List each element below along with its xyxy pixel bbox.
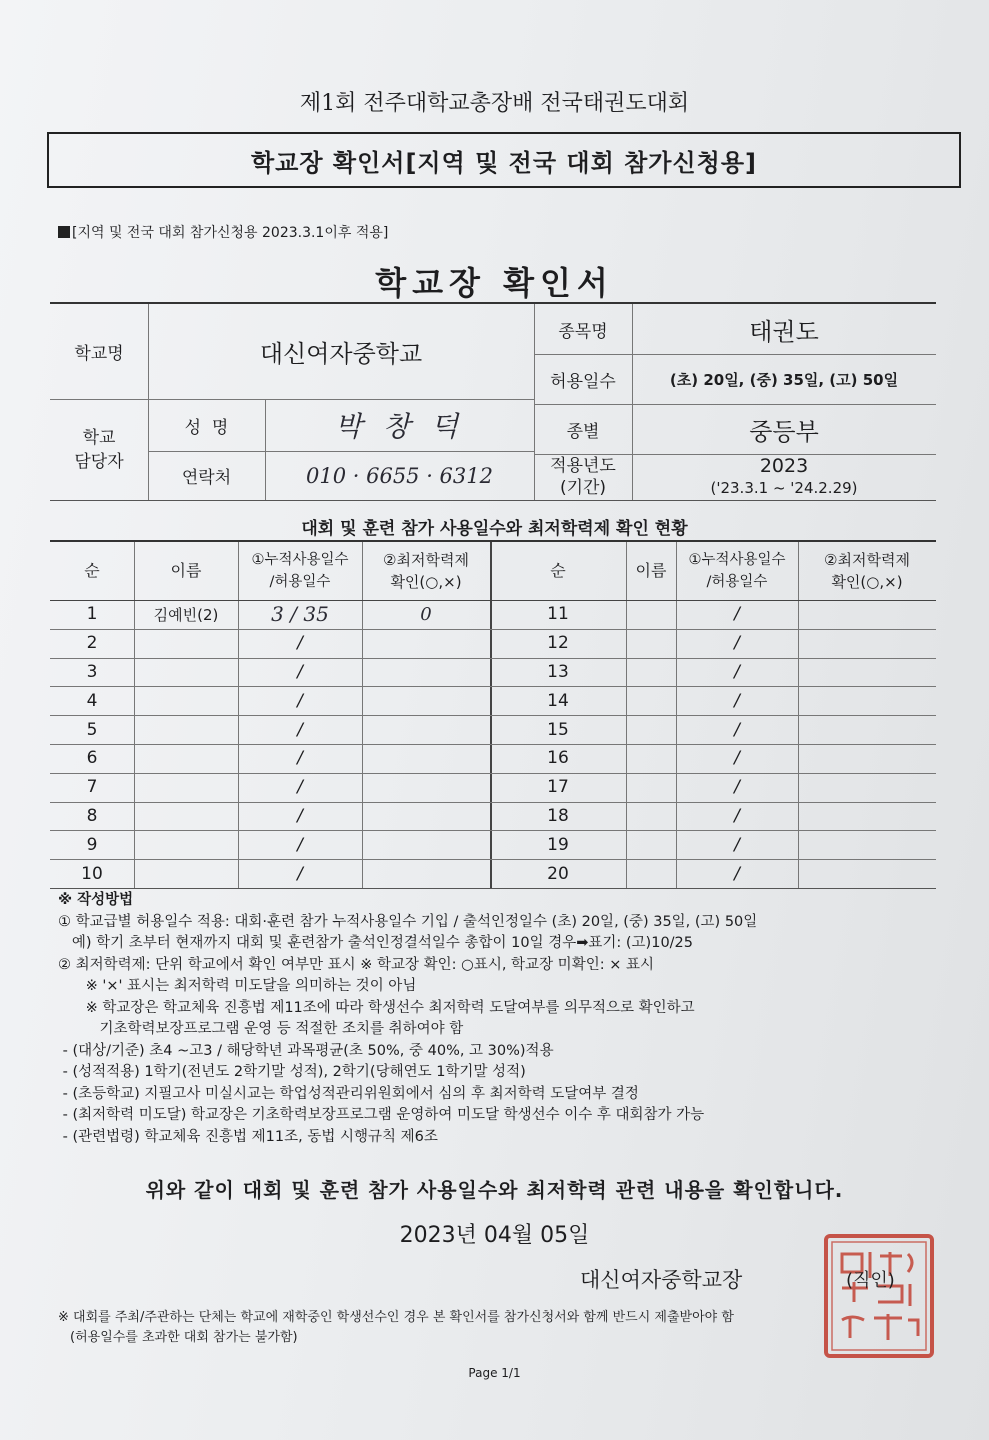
row-check	[362, 802, 490, 831]
row-name	[626, 658, 676, 687]
confirm-statement: 위와 같이 대회 및 훈련 참가 사용일수와 최저학력 관련 내용을 확인합니다.	[145, 1178, 844, 1202]
row-number: 6	[86, 748, 98, 769]
year-label-line2: (기간)	[559, 478, 607, 498]
row-number: 20	[547, 863, 569, 884]
row-check	[362, 715, 490, 744]
row-name	[134, 859, 238, 888]
header-no-left: 순	[84, 561, 100, 580]
row-number: 7	[86, 777, 98, 798]
row-check	[798, 830, 936, 859]
instruction-line: - (초등학교) 지필고사 미실시교는 학업성적관리위원회에서 심의 후 최저학력 도달여부 결정	[58, 1085, 639, 1102]
row-name	[626, 686, 676, 715]
row-check	[362, 773, 490, 802]
seal-note: (직인)	[846, 1270, 895, 1291]
row-days: /	[297, 863, 303, 884]
row-check	[362, 830, 490, 859]
row-check	[798, 686, 936, 715]
applies-note	[58, 222, 388, 242]
row-check	[798, 629, 936, 658]
event-title: 제1회 전주대학교총장배 전국태권도대회	[299, 91, 690, 116]
instruction-line: - (최저학력 미도달) 학교장은 기초학력보장프로그램 운영하여 미도달 학생선수 이수 후 대회참가 가능	[58, 1107, 705, 1123]
year-label-line1: 적용년도	[550, 456, 616, 476]
header-days-left	[238, 542, 362, 600]
row-name	[134, 744, 238, 773]
instruction-line: ① 학교급별 허용일수 적용: 대회·훈련 참가 누적사용일수 기입 / 출석인정일수 (초) 20일, (중) 35일, (고) 50일	[58, 913, 758, 930]
row-number: 13	[547, 661, 569, 682]
manager-label-line2: 담당자	[74, 451, 124, 472]
row-check	[798, 715, 936, 744]
row-number: 8	[86, 805, 98, 826]
row-check	[362, 744, 490, 773]
usage-table	[50, 540, 936, 889]
division-label: 종별	[566, 421, 600, 442]
row-check	[798, 744, 936, 773]
header-name-right: 이름	[635, 561, 667, 580]
year-value: 2023	[759, 455, 809, 477]
row-name	[626, 744, 676, 773]
row-name	[134, 658, 238, 687]
header-check-line2: 확인(○,×)	[390, 573, 462, 591]
row-check	[798, 773, 936, 802]
issue-date: 2023년 04월 05일	[399, 1223, 590, 1248]
row-number: 1	[86, 604, 98, 625]
row-number: 15	[547, 719, 569, 740]
row-name	[134, 773, 238, 802]
allowed-label: 허용일수	[550, 371, 616, 392]
instruction-line: ※ '×' 표시는 최저학력 미도달을 의미하는 것이 아님	[58, 978, 417, 994]
row-check	[798, 802, 936, 831]
row-check	[798, 859, 936, 888]
row-days: /	[734, 748, 740, 769]
row-check	[798, 600, 936, 629]
header-name-left: 이름	[170, 561, 202, 580]
row-name	[626, 629, 676, 658]
row-number: 16	[547, 748, 569, 769]
usage-section-title: 대회 및 훈련 참가 사용일수와 최저학력제 확인 현황	[301, 519, 688, 539]
name-label: 성 명	[184, 417, 229, 438]
row-name	[134, 686, 238, 715]
year-label	[534, 454, 632, 500]
row-number: 12	[547, 633, 569, 654]
row-days: 3 / 35	[271, 602, 329, 627]
row-name	[626, 830, 676, 859]
row-days: /	[734, 719, 740, 740]
footer-note	[58, 1308, 734, 1348]
main-title-box	[47, 132, 961, 188]
row-days: /	[297, 661, 303, 682]
row-days: /	[297, 690, 303, 711]
row-check: 0	[420, 603, 432, 625]
header-days-line2: /허용일수	[269, 574, 331, 590]
row-name	[134, 802, 238, 831]
doc-title: 학교장 확인서	[375, 264, 614, 302]
header-days-line1: ①누적사용일수	[251, 552, 349, 568]
manager-label	[50, 399, 148, 500]
row-number: 17	[547, 777, 569, 798]
row-days: /	[734, 863, 740, 884]
header-days-line1: ①누적사용일수	[688, 552, 786, 568]
row-check	[362, 859, 490, 888]
header-check-line1: ②최저학력제	[824, 551, 910, 569]
info-table	[50, 302, 936, 501]
header-check-left	[362, 542, 490, 600]
row-days: /	[734, 633, 740, 654]
row-days: /	[734, 777, 740, 798]
instruction-line: - (성적적용) 1학기(전년도 2학기말 성적), 2학기(당해연도 1학기말 성적)	[58, 1064, 526, 1080]
row-number: 18	[547, 805, 569, 826]
row-name	[626, 600, 676, 629]
row-days: /	[297, 633, 303, 654]
school-value: 대신여자중학교	[259, 340, 423, 368]
manager-label-line1: 학교	[82, 427, 116, 448]
header-days-line2: /허용일수	[706, 574, 768, 590]
footer-line-2: (허용일수를 초과한 대회 참가는 불가함)	[70, 1330, 298, 1345]
year-period: ('23.3.1 ~ '24.2.29)	[710, 479, 858, 497]
allowed-value: (초) 20일, (중) 35일, (고) 50일	[669, 370, 899, 389]
row-number: 19	[547, 834, 569, 855]
row-name	[626, 773, 676, 802]
header-check-right	[798, 542, 936, 600]
header-no-right: 순	[550, 561, 566, 580]
row-days: /	[734, 661, 740, 682]
page-number: Page 1/1	[468, 1366, 521, 1380]
row-check	[362, 686, 490, 715]
year-value-cell	[632, 454, 936, 500]
sport-value: 태권도	[749, 317, 819, 346]
row-name	[626, 859, 676, 888]
main-title: 학교장 확인서[지역 및 전국 대회 참가신청용]	[250, 148, 758, 177]
row-days: /	[297, 805, 303, 826]
row-name	[626, 802, 676, 831]
row-number: 14	[547, 690, 569, 711]
row-check	[798, 658, 936, 687]
division-value: 중등부	[749, 417, 819, 446]
sport-label: 종목명	[558, 321, 608, 342]
contact-label: 연락처	[181, 468, 232, 488]
header-days-right	[676, 542, 798, 600]
row-number: 4	[86, 690, 98, 711]
row-days: /	[734, 834, 740, 855]
instructions-heading: ※ 작성방법	[58, 892, 134, 908]
row-number: 10	[81, 863, 103, 884]
row-days: /	[734, 604, 740, 625]
name-value: 박 창 덕	[335, 410, 464, 443]
square-bullet-icon	[58, 226, 70, 238]
row-number: 5	[86, 719, 98, 740]
row-number: 9	[86, 834, 98, 855]
row-check	[362, 629, 490, 658]
row-number: 3	[86, 661, 98, 682]
instruction-line: ※ 학교장은 학교체육 진흥법 제11조에 따라 학생선수 최저학력 도달여부를 의무적으로 확인하고	[58, 999, 695, 1016]
row-days: /	[297, 777, 303, 798]
instruction-line: 기초학력보장프로그램 운영 등 적절한 조치를 취하여야 함	[58, 1021, 464, 1037]
row-days: /	[297, 719, 303, 740]
row-days: /	[734, 690, 740, 711]
row-days: /	[297, 748, 303, 769]
instruction-line: 예) 학기 초부터 현재까지 대회 및 훈련참가 출석인정결석일수 총합이 10일 경우➡표기: (고)10/25	[58, 935, 694, 951]
row-name	[626, 715, 676, 744]
row-name: 김예빈(2)	[153, 605, 219, 624]
official-seal	[820, 1230, 938, 1362]
footer-line-1: ※ 대회를 주최/주관하는 단체는 학교에 재학중인 학생선수인 경우 본 확인서를 참가신청서와 함께 반드시 제출받아야 함	[58, 1310, 734, 1325]
school-label: 학교명	[74, 344, 124, 364]
row-days: /	[734, 805, 740, 826]
row-name	[134, 715, 238, 744]
row-days: /	[297, 834, 303, 855]
principal-name: 대신여자중학교장	[580, 1268, 743, 1292]
row-name	[134, 830, 238, 859]
applies-note-text: [지역 및 전국 대회 참가신청용 2023.3.1이후 적용]	[72, 225, 389, 241]
row-check	[362, 658, 490, 687]
row-number: 11	[547, 604, 569, 625]
header-check-line2: 확인(○,×)	[831, 573, 903, 591]
contact-value: 010 · 6655 · 6312	[305, 463, 494, 488]
instruction-line: ② 최저학력제: 단위 학교에서 확인 여부만 표시 ※ 학교장 확인: ○표시, 학교장 미확인: × 표시	[58, 956, 654, 973]
instruction-line: - (대상/기준) 초4 ~고3 / 해당학년 과목평균(초 50%, 중 40%, 고 30%)적용	[58, 1042, 554, 1059]
row-number: 2	[86, 633, 98, 654]
instruction-line: - (관련법령) 학교체육 진흥법 제11조, 동법 시행규칙 제6조	[58, 1128, 438, 1145]
row-name	[134, 629, 238, 658]
header-check-line1: ②최저학력제	[383, 551, 469, 569]
instructions	[58, 890, 938, 1148]
